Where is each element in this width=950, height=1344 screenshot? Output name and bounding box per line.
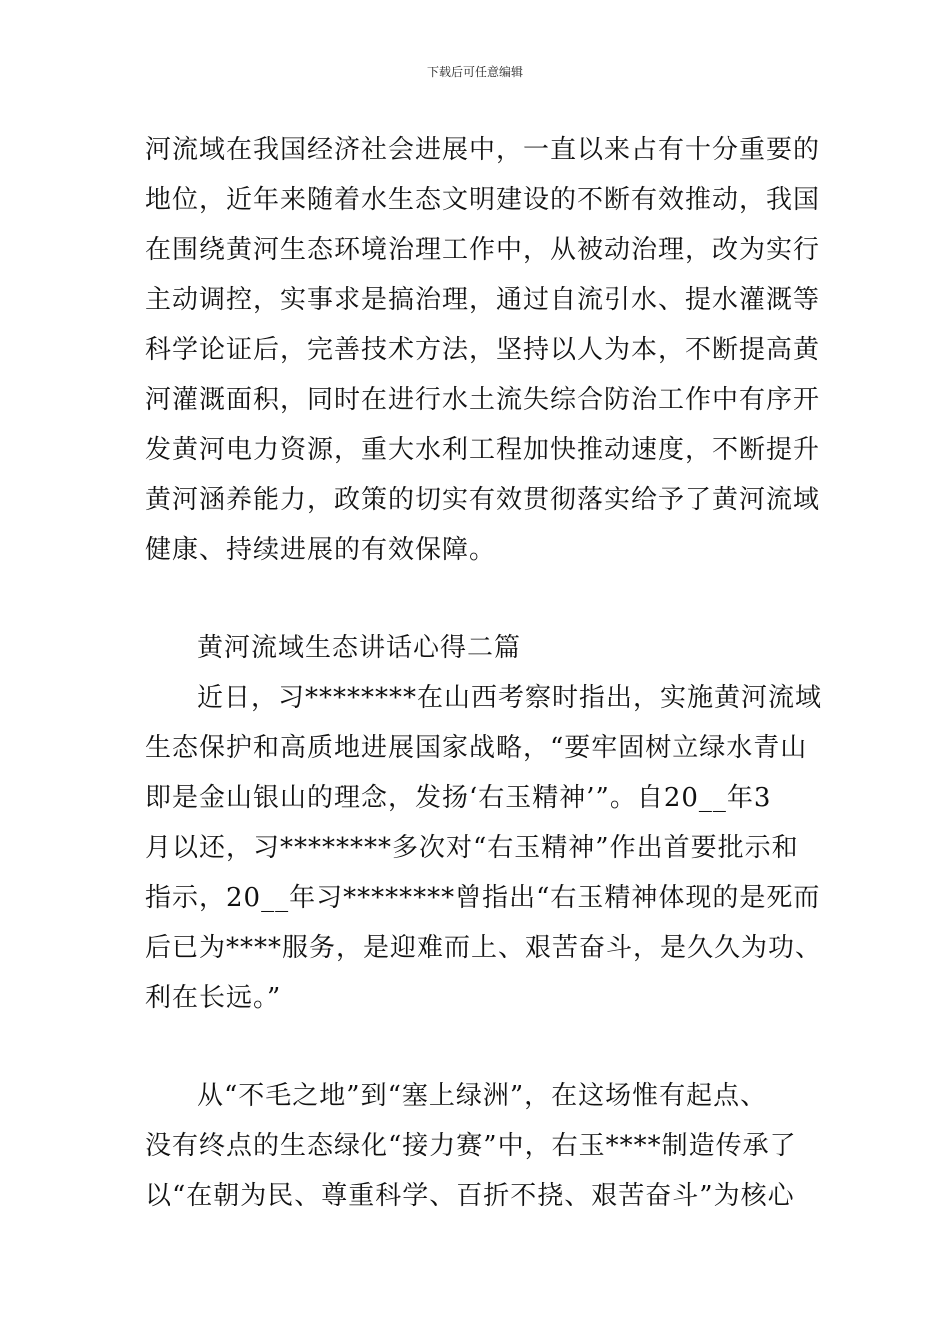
text-line: 科学论证后，完善技术方法，坚持以人为本，不断提高黄 bbox=[145, 335, 821, 365]
text-line: 从“不毛之地”到“塞上绿洲”，在这场惟有起点、 bbox=[197, 1081, 768, 1111]
section-heading: 黄河流域生态讲话心得二篇 bbox=[197, 633, 522, 663]
text-line: 近日，习********在山西考察时指出，实施黄河流域 bbox=[197, 683, 823, 713]
text-line: 以“在朝为民、尊重科学、百折不挠、艰苦奋斗”为核心 bbox=[145, 1181, 795, 1211]
text-line: 河流域在我国经济社会进展中，一直以来占有十分重要的 bbox=[145, 135, 821, 165]
text-line: 健康、持续进展的有效保障。 bbox=[145, 535, 497, 565]
text-line: 在围绕黄河生态环境治理工作中，从被动治理，改为实行 bbox=[145, 235, 821, 265]
text-line: 指示，20__年习********曾指出“右玉精神体现的是死而 bbox=[145, 883, 821, 913]
text-line: 没有终点的生态绿化“接力赛”中，右玉****制造传承了 bbox=[145, 1131, 797, 1161]
text-line: 即是金山银山的理念，发扬‘右玉精神’”。自20__年3 bbox=[145, 783, 772, 813]
text-line: 地位，近年来随着水生态文明建设的不断有效推动，我国 bbox=[145, 185, 821, 215]
text-line: 黄河涵养能力，政策的切实有效贯彻落实给予了黄河流域 bbox=[145, 485, 821, 515]
page-header: 下载后可任意编辑 bbox=[426, 65, 523, 79]
text-line: 生态保护和高质地进展国家战略，“要牢固树立绿水青山 bbox=[145, 733, 808, 763]
text-line: 后已为****服务，是迎难而上、艰苦奋斗，是久久为功、 bbox=[145, 933, 823, 963]
text-line: 月以还，习********多次对“右玉精神”作出首要批示和 bbox=[145, 833, 799, 863]
text-line: 发黄河电力资源，重大水利工程加快推动速度，不断提升 bbox=[145, 435, 821, 465]
text-line: 利在长远。” bbox=[145, 983, 282, 1013]
text-line: 主动调控，实事求是搞治理，通过自流引水、提水灌溉等 bbox=[145, 285, 821, 315]
text-line: 河灌溉面积，同时在进行水土流失综合防治工作中有序开 bbox=[145, 385, 821, 415]
